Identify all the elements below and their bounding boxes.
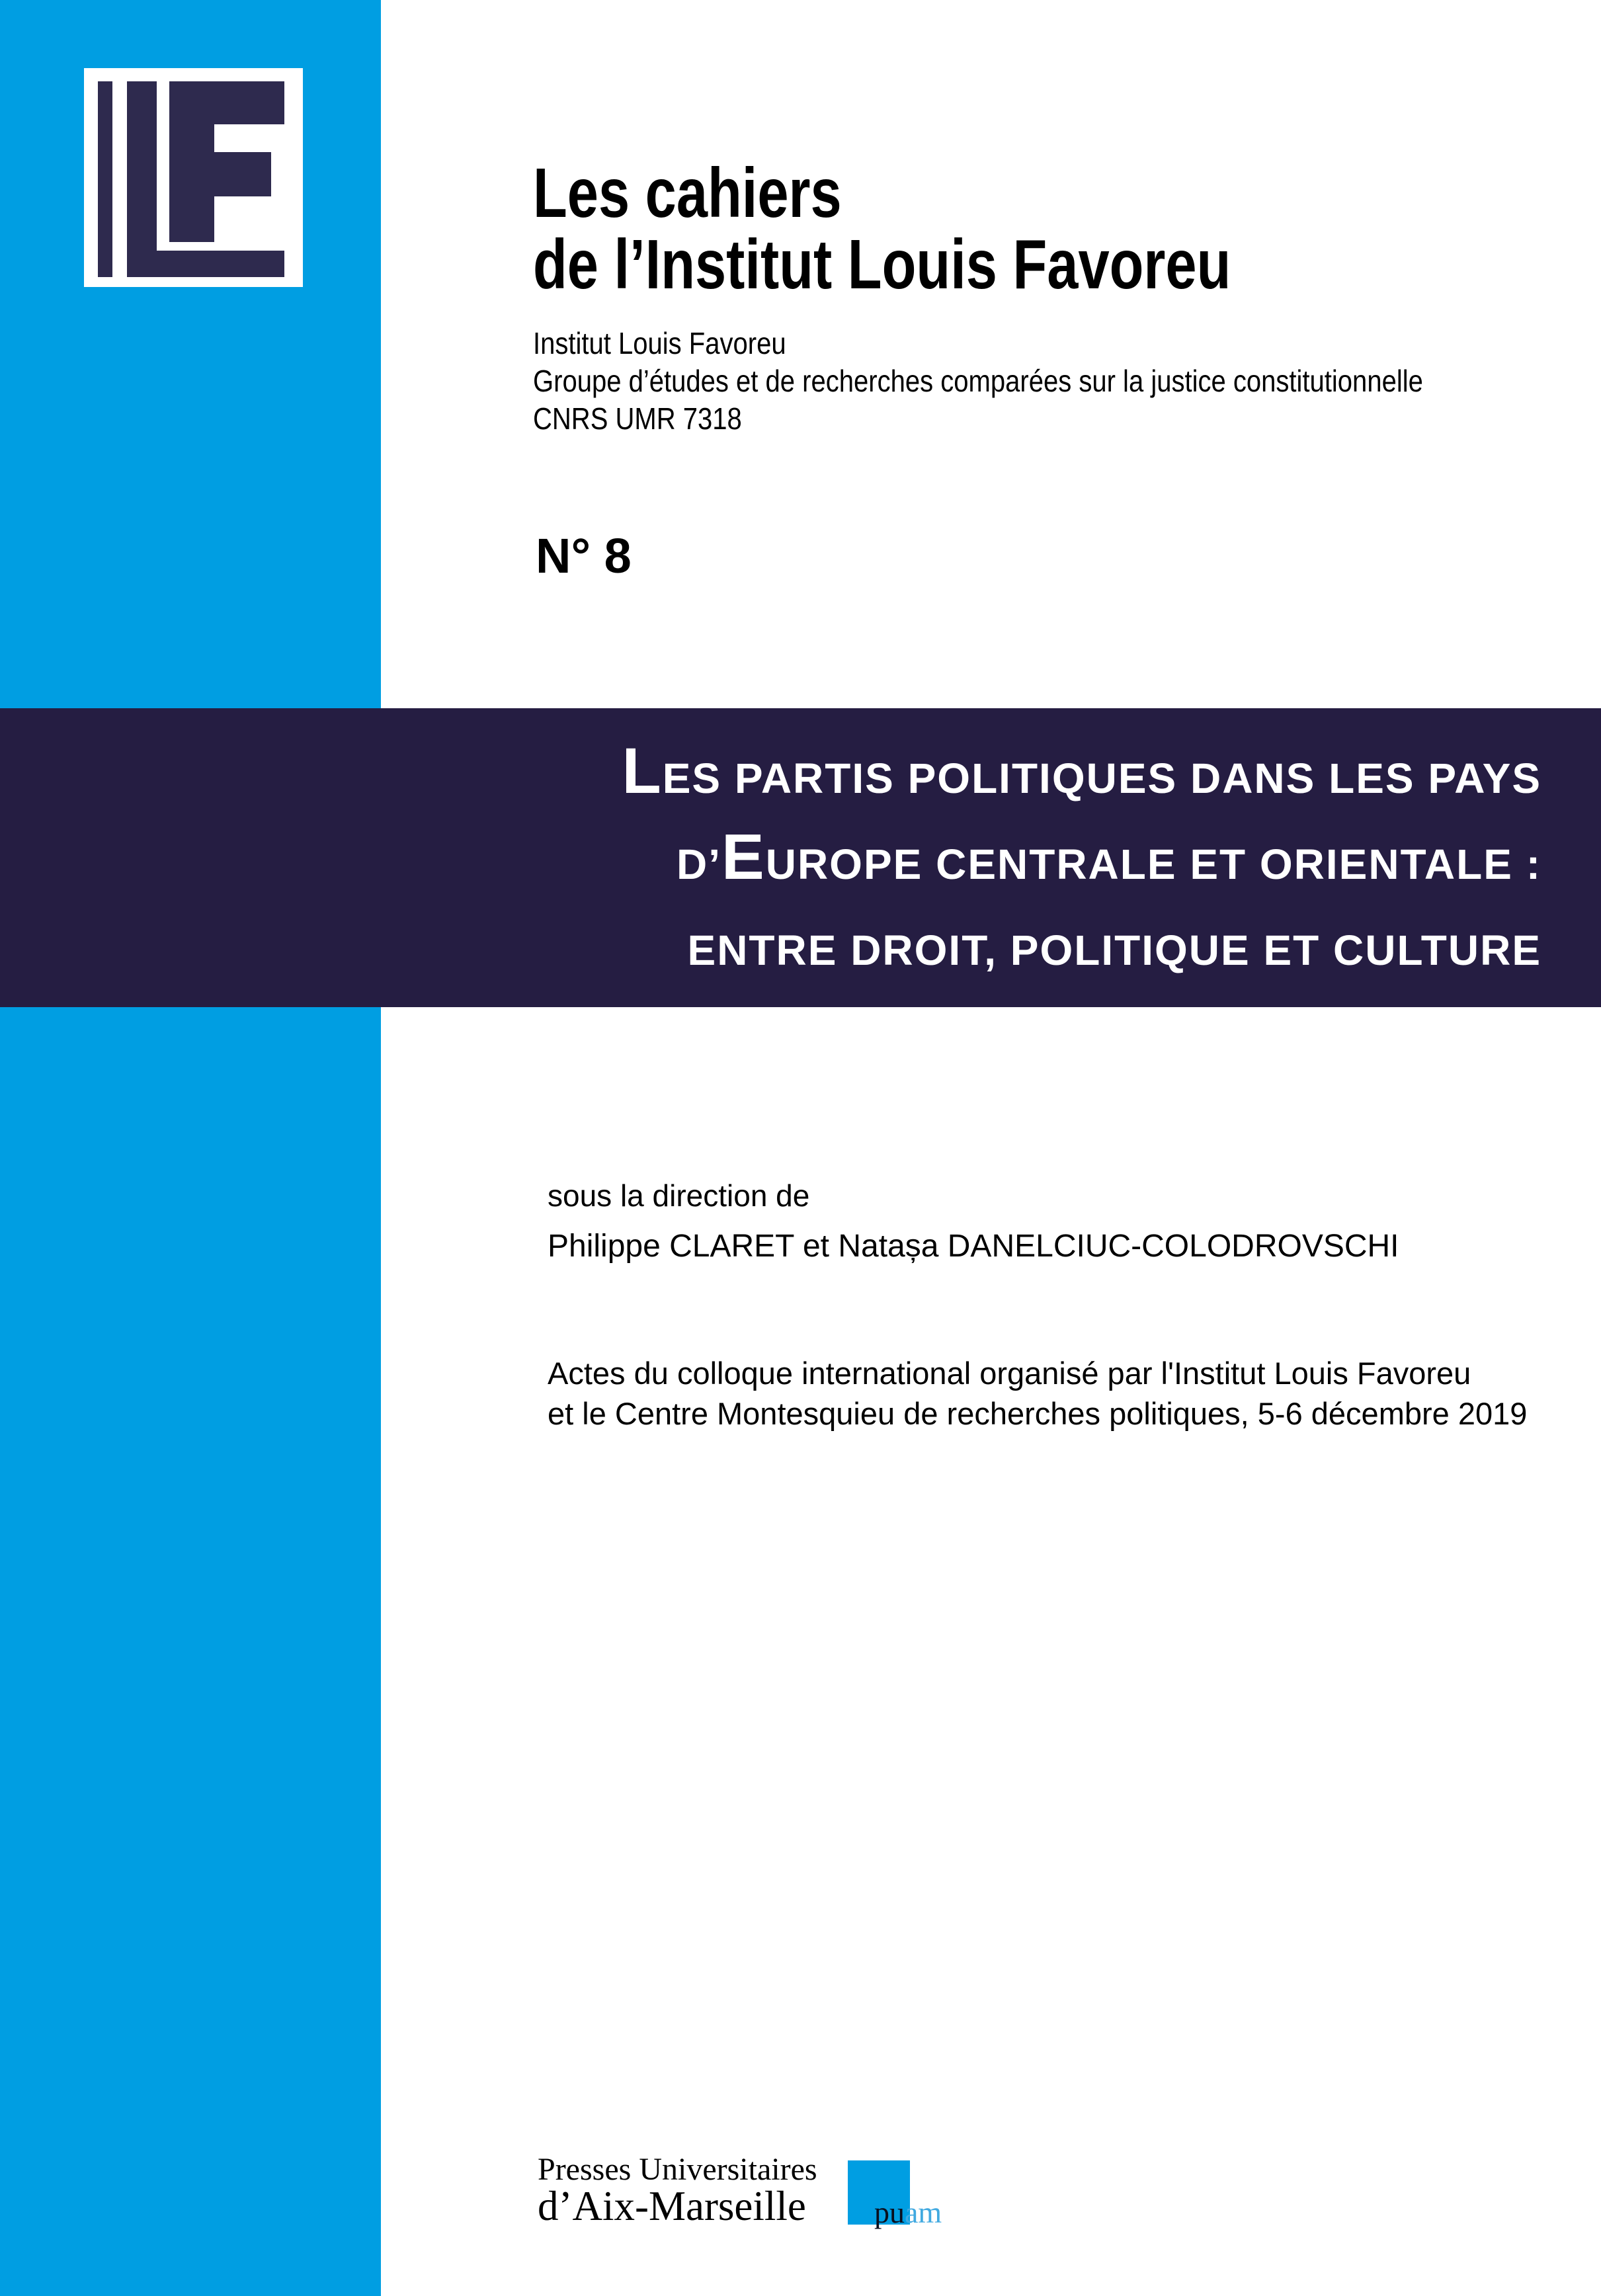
book-title-line2-pre: D’ [677,840,722,888]
issue-number: N° 8 [536,528,632,583]
book-title-line2 [0,821,1541,907]
institute-info [533,325,1423,438]
puam-logo-pu: pu [874,2195,905,2229]
colloque-line1: Actes du colloque international organisé par l'Institut Louis Favoreu [548,1356,1471,1391]
colloque-note [548,1353,1527,1434]
book-title-line1-initial: L [622,735,663,807]
puam-logo-text [874,2197,942,2228]
institute-name: Institut Louis Favoreu [533,326,786,360]
book-title-line1-rest: ES PARTIS POLITIQUES DANS LES PAYS [662,755,1541,802]
colloque-line2: et le Centre Montesquieu de recherches politiques, 5-6 décembre 2019 [548,1396,1528,1431]
publisher-name-line1: Presses Universitaires [538,2152,817,2187]
book-title-line2-rest: UROPE CENTRALE ET ORIENTALE : [765,840,1541,888]
ilf-logo-l-stem [127,81,157,277]
ilf-logo-l-arm [127,251,284,277]
publisher-name-line2: d’Aix-Marseille [538,2183,806,2229]
book-title-line2-initial: E [721,821,766,893]
institute-cnrs: CNRS UMR 7318 [533,401,742,436]
left-blue-band [0,0,381,2296]
ilf-logo-icon [84,68,303,287]
series-title-line1: Les cahiers [533,154,842,232]
book-title-line3-rest: ENTRE DROIT, POLITIQUE ET CULTURE [687,926,1541,974]
puam-logo-am: am [905,2195,942,2229]
book-title-banner [0,708,1601,1007]
ilf-logo-bar-i [98,81,112,277]
series-title [533,154,1231,304]
editors-names: Philippe CLARET et Natașa DANELCIUC-COLODROVSCHI [548,1229,1399,1264]
book-title-line1 [0,735,1541,821]
ilf-logo-f-top-arm [169,81,284,124]
institute-group: Groupe d’études et de recherches comparées sur la justice constitutionnelle [533,364,1423,398]
direction-intro: sous la direction de [548,1178,810,1213]
series-title-line2: de l’Institut Louis Favoreu [533,226,1231,304]
ilf-logo-f-mid-arm [169,152,271,196]
book-title-line3 [0,907,1541,993]
